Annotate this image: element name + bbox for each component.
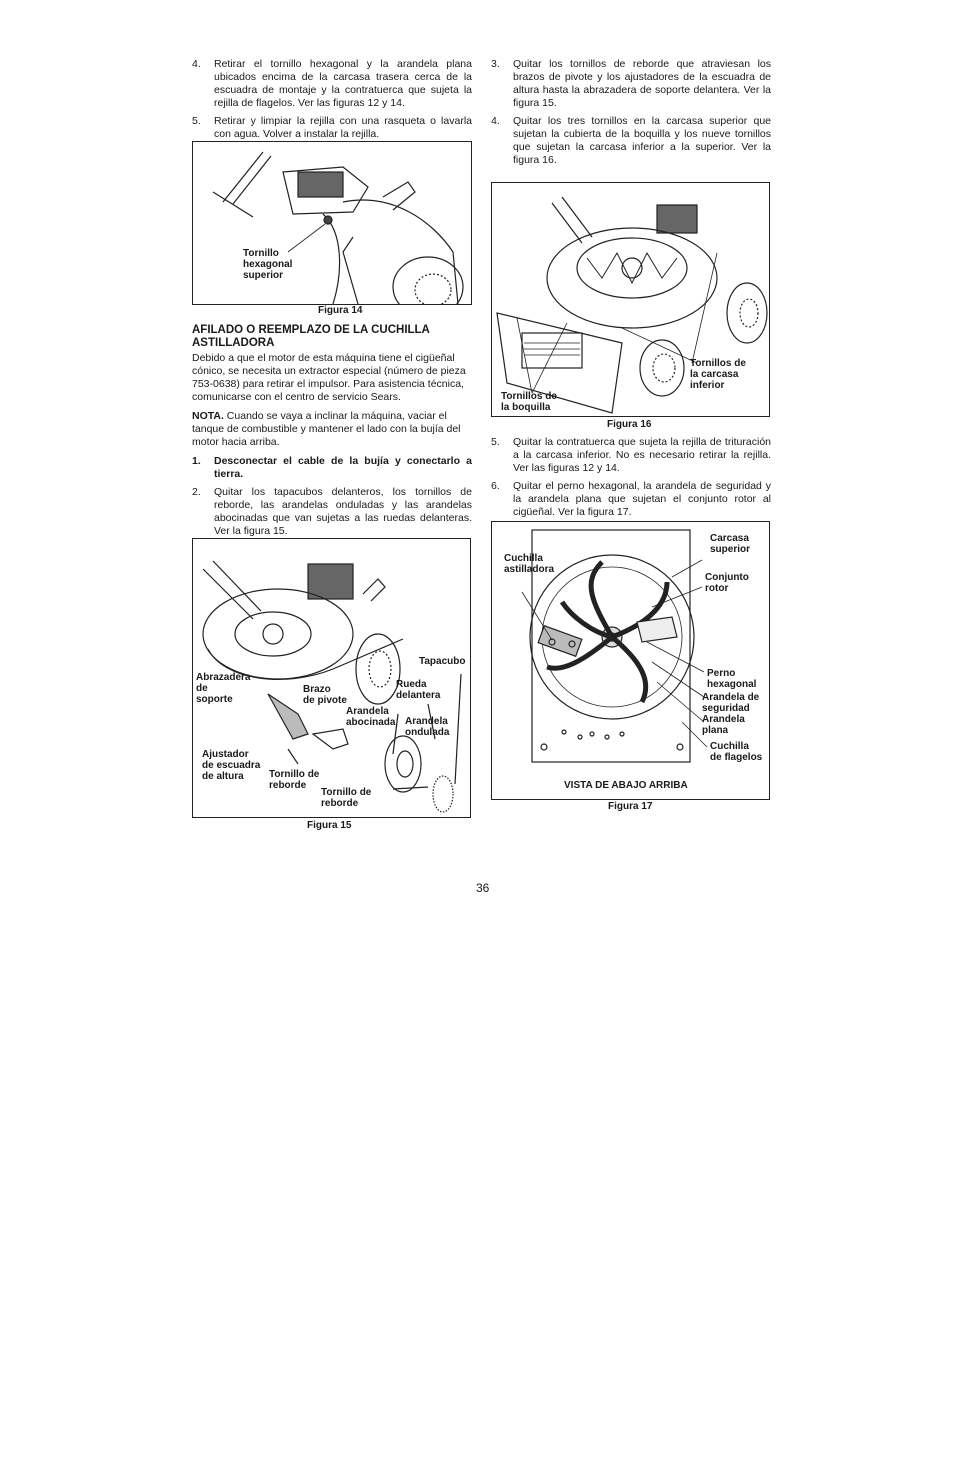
callout-arandela-ondulada: Arandela ondulada: [405, 716, 450, 738]
step-6-right: 6. Quitar el perno hexagonal, la arandela de seguridad y la arandela plana que sujetan el conjunto rotor al cigüeñal. Ver la figura 17.: [491, 480, 771, 518]
callout-conjunto-rotor: Conjunto rotor: [705, 572, 749, 594]
callout-tapacubo: Tapacubo: [419, 656, 466, 667]
step-5-left: 5. Retirar y limpiar la rejilla con una rasqueta o lavarla con agua. Volver a instalar la rejilla.: [192, 115, 472, 140]
figure-14-illustration: [193, 142, 471, 304]
step-5-right: 5. Quitar la contratuerca que sujeta la rejilla de trituración a la carcasa inferior. No es necesario retirar la rejilla. Ver las figuras 12 y 14.: [491, 436, 771, 474]
right-steps-bottom: [491, 436, 771, 524]
note-paragraph: [192, 410, 472, 449]
callout-ajustador-de-escuadra: Ajustador de escuadra de altura: [202, 749, 261, 782]
callout-perno-hexagonal: Perno hexagonal: [707, 668, 757, 690]
view-label: VISTA DE ABAJO ARRIBA: [564, 780, 688, 791]
callout-arandela-plana: Arandela plana: [702, 714, 745, 736]
figure-15-caption: Figura 15: [307, 820, 352, 831]
callout-arandela-de-seguridad: Arandela de seguridad: [702, 692, 760, 714]
figure-17-caption: Figura 17: [608, 801, 653, 812]
figure-14: [192, 141, 472, 305]
callout-carcasa-superior: Carcasa superior: [710, 533, 751, 555]
callout-arandela-abocinada: Arandela abocinada: [346, 706, 396, 728]
page-number: 36: [476, 881, 490, 895]
figure-14-caption: Figura 14: [318, 305, 363, 316]
callout-cuchilla-astilladora: Cuchilla astilladora: [504, 553, 555, 575]
step-4-right: 4. Quitar los tres tornillos en la carcasa superior que sujetan la cubierta de la boquilla y los nueve tornillos que sujetan la carcasa inferior a la superior. Ver la figura 16.: [491, 115, 771, 166]
figure-17: [491, 521, 770, 800]
callout-rueda-delantera: Rueda delantera: [396, 679, 441, 701]
note-text: Cuando se vaya a inclinar la máquina, vaciar el tanque de combustible y mantener el lado con la bujía del motor hacia arriba.: [192, 410, 461, 448]
left-section: [192, 324, 472, 543]
step-1-left: 1. Desconectar el cable de la bujía y conectarlo a tierra.: [192, 455, 472, 480]
figure-16: [491, 182, 770, 417]
step-3-right: 3. Quitar los tornillos de reborde que atraviesan los brazos de pivote y los ajustadores de la escuadra de altura hasta la abrazadera de soporte delantera. Ver la figura 15.: [491, 58, 771, 109]
left-steps-top: [192, 58, 472, 146]
section-heading: AFILADO O REEMPLAZO DE LA CUCHILLA ASTILLADORA: [192, 324, 430, 349]
callout-tornillo-de-reborde-1: Tornillo de reborde: [269, 769, 320, 791]
callout-brazo-de-pivote: Brazo de pivote: [303, 684, 347, 706]
callout-cuchilla-de-flagelos: Cuchilla de flagelos: [710, 741, 763, 763]
callout-tornillos-carcasa-inferior: Tornillos de la carcasa inferior: [690, 358, 746, 391]
note-label: NOTA.: [192, 410, 224, 422]
figure-15: [192, 538, 471, 818]
callout-tornillo-hexagonal-superior: Tornillo hexagonal superior: [243, 248, 293, 281]
callout-abrazadera-de-soporte: Abrazadera de soporte: [196, 672, 251, 705]
right-steps-top: [491, 58, 771, 172]
step-4-left: 4. Retirar el tornillo hexagonal y la arandela plana ubicados encima de la carcasa trasera cerca de la escuadra de montaje y la contratuerca que sujeta la rejilla de flagelos. Ver las figuras 12 y 14.: [192, 58, 472, 109]
step-2-left: 2. Quitar los tapacubos delanteros, los tornillos de reborde, las arandelas onduladas y las arandelas abocinadas que van sujetas a las ruedas delanteras. Ver la figura 15.: [192, 486, 472, 537]
intro-paragraph: Debido a que el motor de esta máquina tiene el cigüeñal cónico, se necesita un extractor especial (número de pieza 753-0638) para retirar el impulsor. Para asistencia técnica, comunicarse con el centro de servicio Sears.: [192, 352, 466, 403]
callout-tornillos-boquilla: Tornillos de la boquilla: [501, 391, 557, 413]
figure-16-caption: Figura 16: [607, 419, 652, 430]
callout-tornillo-de-reborde-2: Tornillo de reborde: [321, 787, 372, 809]
